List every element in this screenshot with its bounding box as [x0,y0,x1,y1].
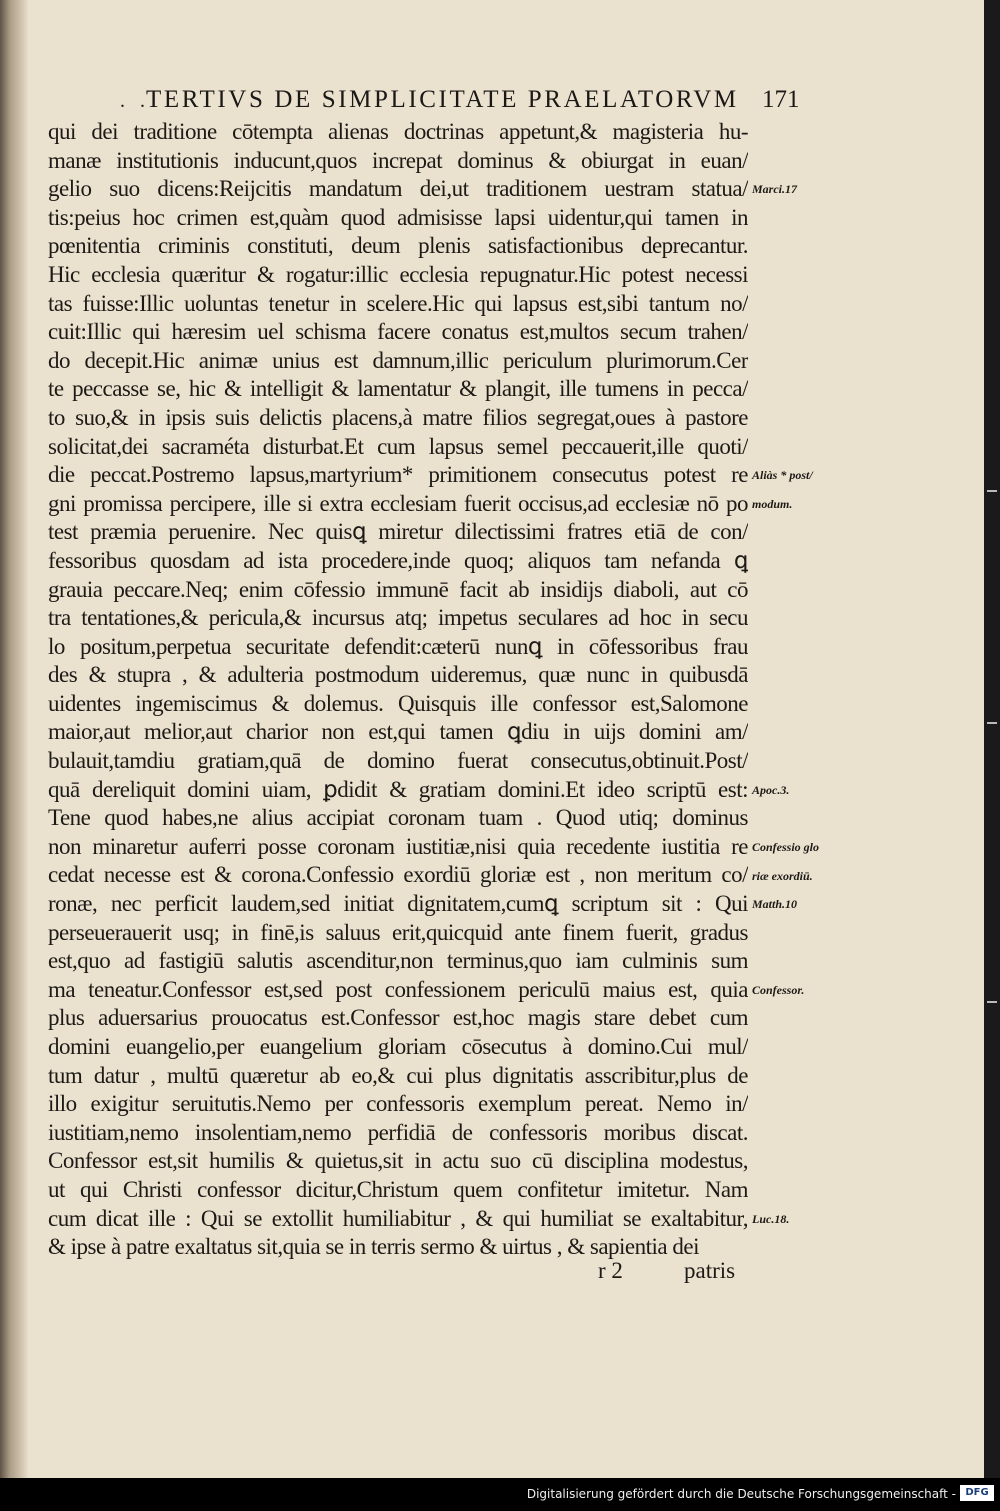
catchword: patris [684,1258,736,1283]
text-line: Hic ecclesia quæritur & rogatur:illic ecclesia repugnatur.Hic potest necessi [48,261,748,287]
text-line: plus aduersarius prouocatus est.Confessor est,hoc magis stare debet cum [48,1005,748,1031]
text-line: gni promissa percipere, ille si extra ecclesiam fuerit occisus,ad ecclesiæ nō po [48,490,748,516]
text-line: des & stupra , & adulteria postmodum uideremus, quæ nunc in quibusdā [48,662,748,688]
text-line: tum datur , multū quæretur ab eo,& cui plus dignitatis asscribitur,plus de [48,1062,748,1088]
signature-mark: r 2 [598,1258,623,1283]
margin-note: Aliàs * post/ [752,468,813,483]
text-line: grauia peccare.Neq; enim cōfessio immunē facit ab insidijs diaboli, aut cō [48,576,748,602]
text-line: uidentes ingemiscimus & dolemus. Quisquis ille confessor est,Salomone [48,690,748,716]
text-line: & ipse à patre exaltatus sit,quia se in terris sermo & uirtus , & sapientia dei [48,1234,699,1260]
page-left-shadow [0,0,28,1478]
text-line: tis:peius hoc crimen est,quàm quod admisisse lapsi uidentur,qui tamen in [48,204,748,230]
margin-note: modum. [752,496,793,511]
text-line: ronæ, nec perficit laudem,sed initiat dignitatem,cumꝗ scriptum sit : Qui [48,891,748,917]
page-right-edge [984,0,1000,1478]
running-header [120,86,800,116]
edge-mark [987,490,997,492]
text-line: do decepit.Hic animæ unius est damnum,illic periculum plurimorum.Cer [48,347,748,373]
margin-note: Confessor. [752,983,805,997]
text-line: illo exigitur seruitutis.Nemo per confessoris exemplum pereat. Nemo in/ [48,1091,748,1117]
text-line: domini euangelio,per euangelium gloriam cōsecutus à domino.Cui mul/ [48,1034,748,1059]
edge-mark [987,1001,997,1003]
text-line: qui dei traditione cōtempta alienas doctrinas appetunt,& magisteria hu- [48,119,748,144]
dfg-logo: DFG [960,1485,994,1501]
text-line: perseuerauerit usq; in finē,is saluus erit,quicquid ante finem fuerit, gradus [48,919,748,945]
text-line: bulauit,tamdiu gratiam,quā de domino fuerat consecutus,obtinuit.Post/ [48,748,748,774]
text-line: cedat necesse est & corona.Confessio exordiū gloriæ est , non meritum co/ [48,862,748,888]
text-line: pœnitentia criminis constituti, deum plenis satisfactionibus deprecantur. [48,233,748,259]
text-line: te peccasse se, hic & intelligit & lamentatur & plangit, ille tumens in pecca/ [48,376,748,402]
text-line: to suo,& in ipsis suis delictis placens,à matre filios segregat,oues à pastore [48,404,748,430]
running-title: TERTIVS DE SIMPLICITATE PRAELATORVM [146,86,739,113]
text-line: quā dereliquit domini uiam, ꝑdidit & gratiam domini.Et ideo scriptū est: [48,776,748,802]
margin-note: Confessio glo [752,840,820,854]
footer-credit: Digitalisierung gefördert durch die Deutsche Forschungsgemeinschaft - [526,1487,956,1501]
text-line: est,quo ad fastigiū salutis ascenditur,non terminus,quo iam culminis sum [48,948,748,974]
text-line: gelio suo dicens:Reijcitis mandatum dei,ut traditionem uestram statua/ [48,176,748,202]
body-text [48,118,748,1262]
folio-number: 171 [762,86,800,113]
text-line: manæ institutionis inducunt,quos increpat dominus & obiurgat in euan/ [48,147,748,173]
text-line: non minaretur auferri posse coronam iustitiæ,nisi quia recedente iustitia re [48,833,748,859]
text-line: maior,aut melior,aut charior non est,qui tamen ꝗdiu in uijs domini am/ [48,719,748,745]
text-line: Confessor est,sit humilis & quietus,sit in actu suo cū disciplina modestus, [48,1148,748,1174]
text-line: ma teneatur.Confessor est,sed post confessionem periculū maius est, quia [48,976,748,1002]
text-line: lo positum,perpetua securitate defendit:cæterū nunꝗ in cōfessoribus frau [48,633,748,659]
text-line: fessoribus quosdam ad ista procedere,inde quoq; aliquos tam nefanda ꝗ [48,547,748,573]
header-dots: . . [120,90,150,112]
edge-mark [987,722,997,724]
text-line: cum dicat ille : Qui se extollit humiliabitur , & qui humiliat se exaltabitur, [48,1205,748,1231]
text-line: die peccat.Postremo lapsus,martyrium* primitionem consecutus potest re [48,462,748,488]
margin-note: riæ exordiū. [752,868,813,883]
text-line: iustitiam,nemo insolentiam,nemo perfidiā de confessoris moribus discat. [48,1119,748,1145]
margin-note: Matth.10 [752,897,798,912]
margin-note: Apoc.3. [752,782,790,797]
text-line: ut qui Christi confessor dicitur,Christum quem confitetur imitetur. Nam [48,1176,748,1202]
text-line: Tene quod habes,ne alius accipiat coronam tuam . Quod utiq; dominus [48,805,748,831]
text-line: tra tentationes,& pericula,& incursus atq; impetus seculares ad hoc in secu [48,605,748,631]
margin-note: Luc.18. [752,1211,790,1226]
text-line: test præmia peruenire. Nec quisꝗ miretur dilectissimi fratres etiā de con/ [48,519,748,545]
footer-bar [0,1478,1000,1511]
text-line: solicitat,dei sacraméta disturbat.Et cum lapsus semel peccauerit,ille quoti/ [48,433,748,459]
text-line: cuit:Illic qui hæresim uel schisma facere conatus est,multos secum trahen/ [48,319,748,345]
margin-note: Marci.17 [752,182,797,197]
text-line: tas fuisse:Illic uoluntas tenetur in scelere.Hic qui lapsus est,sibi tantum no/ [48,290,748,316]
